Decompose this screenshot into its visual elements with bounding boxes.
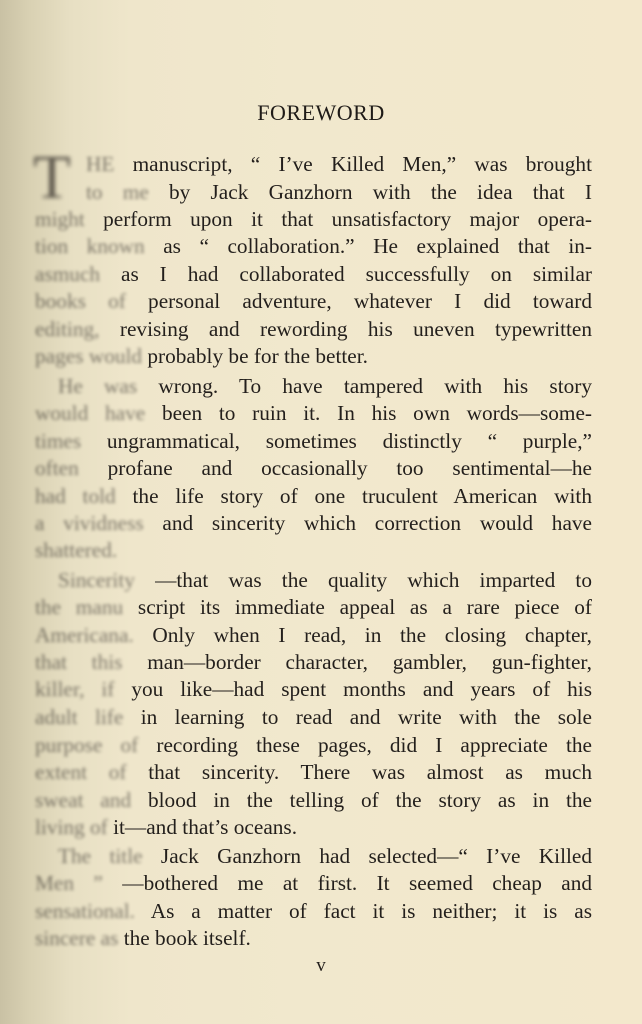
- line-text: blood in the telling of the story as in the: [147, 788, 592, 812]
- text-line: [35, 206, 592, 233]
- line-text: you like—had spent months and years of his: [131, 677, 592, 701]
- text-line: [86, 179, 592, 206]
- blurred-text: sincere as: [35, 926, 119, 950]
- line-text: profane and occasionally too sentimental—he: [107, 456, 592, 480]
- drop-cap: T: [33, 144, 71, 212]
- blurred-text: tion known: [35, 234, 145, 258]
- line-text: Only when I read, in the closing chapter,: [152, 623, 592, 647]
- blurred-text: Men ”: [35, 871, 103, 895]
- line-text: As a matter of fact it is neither; it is as: [150, 899, 592, 923]
- page-number: v: [316, 955, 326, 976]
- blurred-text: the manu: [35, 595, 124, 619]
- line-text: personal adventure, whatever I did toward: [148, 289, 592, 313]
- blurred-text: adult life: [35, 705, 124, 729]
- line-text: wrong. To have tampered with his story: [158, 374, 593, 398]
- line-text: manuscript, “ I’ve Killed Men,” was brought: [132, 152, 592, 176]
- text-line: [35, 732, 592, 759]
- blurred-text: killer, if: [35, 677, 115, 701]
- text-line: [35, 233, 592, 260]
- text-line: [35, 787, 592, 814]
- text-line: [35, 898, 592, 925]
- text-line: [35, 428, 592, 455]
- blurred-text: living of: [35, 815, 108, 839]
- line-text: ungrammatical, sometimes distinctly “ purple,”: [106, 429, 592, 453]
- line-text: that sincerity. There was almost as much: [148, 760, 593, 784]
- line-text: as “ collaboration.” He explained that in-: [163, 234, 592, 258]
- blurred-text: to me: [86, 180, 149, 204]
- text-line: [35, 704, 592, 731]
- text-line: [58, 373, 592, 400]
- line-text: as I had collaborated successfully on similar: [121, 262, 592, 286]
- blurred-text: often: [35, 456, 79, 480]
- text-line: [35, 925, 592, 952]
- blurred-text: pages would: [35, 344, 143, 368]
- text-line: [35, 814, 592, 841]
- text-line: [35, 316, 592, 343]
- blurred-text: editing,: [35, 317, 100, 341]
- text-line: [58, 567, 592, 594]
- text-line: [35, 594, 592, 621]
- line-text: revising and rewording his uneven typewritten: [119, 317, 593, 341]
- text-line: [35, 510, 592, 537]
- blurred-text: HE: [86, 152, 115, 176]
- blurred-text: would have: [35, 401, 146, 425]
- blurred-text: books of: [35, 289, 126, 313]
- blurred-text: sweat and: [35, 788, 132, 812]
- line-text: probably be for the better.: [147, 344, 368, 368]
- text-line: [35, 759, 592, 786]
- text-line: [35, 288, 592, 315]
- text-line: [35, 676, 592, 703]
- line-text: by Jack Ganzhorn with the idea that I: [169, 180, 592, 204]
- blurred-text: might: [35, 207, 85, 231]
- text-line: [35, 455, 592, 482]
- page-title: FOREWORD: [257, 100, 385, 125]
- text-line: [86, 151, 592, 178]
- blurred-text: a vividness: [35, 511, 144, 535]
- line-text: in learning to read and write with the sole: [140, 705, 592, 729]
- blurred-text: asmuch: [35, 262, 101, 286]
- text-line: [35, 400, 592, 427]
- blurred-text: Sincerity: [58, 568, 135, 592]
- text-line: [35, 483, 592, 510]
- line-text: the book itself.: [123, 926, 251, 950]
- text-line: [35, 870, 592, 897]
- blurred-text: purpose of: [35, 733, 139, 757]
- blurred-text: extent of: [35, 760, 127, 784]
- line-text: been to ruin it. In his own words—some-: [161, 401, 593, 425]
- line-text: it—and that’s oceans.: [113, 815, 298, 839]
- text-line: [35, 343, 592, 370]
- blurred-text: shattered.: [35, 538, 118, 562]
- blurred-text: that this: [35, 650, 123, 674]
- blurred-text: The title: [58, 844, 143, 868]
- line-text: the life story of one truculent American with: [132, 484, 592, 508]
- line-text: —that was the quality which imparted to: [155, 568, 592, 592]
- blurred-text: had told: [35, 484, 116, 508]
- blurred-text: Americana.: [35, 623, 134, 647]
- text-line: [35, 261, 592, 288]
- text-line: [35, 622, 592, 649]
- line-text: and sincerity which correction would have: [162, 511, 593, 535]
- text-line: [58, 843, 592, 870]
- line-text: perform upon it that unsatisfactory major opera-: [103, 207, 592, 231]
- line-text: —bothered me at first. It seemed cheap and: [122, 871, 592, 895]
- blurred-text: He was: [58, 374, 138, 398]
- text-line: [35, 537, 592, 564]
- line-text: man—border character, gambler, gun-fighter,: [147, 650, 592, 674]
- blurred-text: sensational.: [35, 899, 135, 923]
- blurred-text: times: [35, 429, 82, 453]
- text-line: [35, 649, 592, 676]
- line-text: recording these pages, did I appreciate the: [156, 733, 592, 757]
- line-text: script its immediate appeal as a rare piece of: [137, 595, 592, 619]
- line-text: Jack Ganzhorn had selected—“ I’ve Killed: [160, 844, 593, 868]
